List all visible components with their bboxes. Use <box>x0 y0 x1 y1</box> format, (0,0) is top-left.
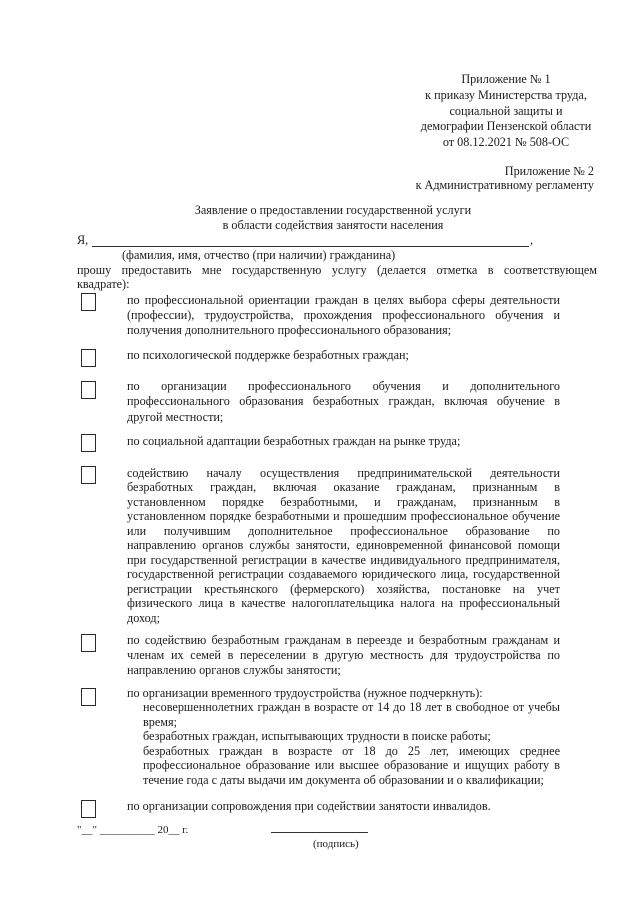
service-line: государственной регистрации создаваемого юридического лица, государственной <box>127 567 560 581</box>
sub-option-line: несовершеннолетних граждан в возрасте от 14 до 18 лет в свободное от учебы <box>143 700 560 714</box>
service-line: при государственной регистрации в качестве индивидуального предпринимателя, <box>127 552 560 567</box>
service-option-entrepreneurship-support <box>127 466 560 626</box>
appendix-2-title: Приложение № 2 <box>504 164 594 178</box>
sub-option-line: течение года с даты выдачи им документа об образовании и о квалификации; <box>143 772 544 787</box>
document-title-line: в области содействия занятости населения <box>222 217 444 232</box>
request-line: квадрате): <box>77 277 130 291</box>
document-title-line: Заявление о предоставлении государственной услуги <box>194 202 472 217</box>
service-checkbox[interactable] <box>81 381 96 399</box>
service-checkbox[interactable] <box>81 634 96 652</box>
service-option-vocational-training <box>127 379 560 425</box>
applicant-suffix: , <box>530 233 534 247</box>
service-checkbox[interactable] <box>81 800 96 818</box>
service-checkbox[interactable] <box>81 688 96 706</box>
applicant-name-hint: (фамилия, имя, отчество (при наличии) гражданина) <box>122 247 396 262</box>
appendix-2-block <box>394 164 594 192</box>
appendix-1-line: демографии Пензенской области <box>420 119 592 134</box>
appendix-2-line: к Административному регламенту <box>415 178 594 192</box>
sub-option-line: безработных граждан в возрасте от 18 до 25 лет, имеющих среднее <box>143 743 560 758</box>
service-line: установленном порядке безработными, и гражданам, признанным в <box>127 494 560 509</box>
service-checkbox[interactable] <box>81 434 96 452</box>
service-option-relocation-support <box>127 633 560 678</box>
appendix-1-block <box>406 72 606 151</box>
sub-option-minors[interactable] <box>143 700 560 729</box>
service-line: регистрации крестьянского (фермерского) хозяйства, постановке на учет <box>127 581 560 596</box>
sub-option-job-search-difficulties[interactable] <box>143 729 560 744</box>
service-option-social-adaptation <box>127 434 560 449</box>
applicant-prefix: Я, <box>77 233 89 247</box>
request-text <box>77 263 597 292</box>
service-option-temporary-employment <box>127 686 560 788</box>
service-line: доход; <box>127 610 160 625</box>
document-title <box>83 203 583 233</box>
service-line: другой местности; <box>127 409 224 424</box>
service-line: установленном порядке безработными и прошедшим профессиональное обучение <box>127 509 560 523</box>
service-line: направлению органов службы занятости; <box>127 662 341 677</box>
service-line: получения дополнительного профессионального образования; <box>127 323 452 337</box>
request-line: прошу предоставить мне государственную услугу (делается отметка в соответствующем <box>77 262 597 277</box>
appendix-1-line: социальной защиты и <box>449 103 563 118</box>
appendix-1-order-number: от 08.12.2021 № 508-ОС <box>442 135 570 150</box>
service-line: по содействию безработным гражданам в переезде и безработным гражданам и <box>127 632 560 647</box>
signature-hint: (подпись) <box>313 838 359 850</box>
appendix-1-line: к приказу Министерства труда, <box>425 87 587 102</box>
service-option-career-guidance <box>127 293 560 338</box>
service-checkbox[interactable] <box>81 466 96 484</box>
service-line: по социальной адаптации безработных граждан на рынке труда; <box>127 433 461 448</box>
service-line: по психологической поддержке безработных граждан; <box>127 348 409 362</box>
sub-option-young-graduates[interactable] <box>143 744 560 788</box>
sub-option-line: безработных граждан, испытывающих трудности в поиске работы; <box>143 729 491 743</box>
service-line: по профессиональной ориентации граждан в целях выбора сферы деятельности <box>127 293 560 307</box>
service-line: или получившим дополнительное профессиональное образование по <box>127 523 560 538</box>
service-line: физического лица в качестве налогоплательщика налога на профессиональный <box>127 596 560 610</box>
service-line: по организации временного трудоустройства (нужное подчеркнуть): <box>127 685 483 700</box>
signature-field[interactable] <box>271 820 368 833</box>
sub-option-line: время; <box>143 714 177 729</box>
service-line: членам их семей в переселении в другую местность для трудоустройства по <box>127 647 560 662</box>
service-line: профессионального образования безработных граждан, включая обучение в <box>127 394 560 409</box>
appendix-1-title: Приложение № 1 <box>461 72 551 86</box>
service-line: по организации профессионального обучения и дополнительного <box>127 379 560 393</box>
service-checkbox[interactable] <box>81 293 96 311</box>
applicant-name-field[interactable] <box>92 234 529 247</box>
service-option-psychological-support <box>127 348 560 363</box>
sub-option-line: профессиональное образование или высшее образование и ищущих работу в <box>143 758 560 772</box>
service-option-disabled-support <box>127 799 560 814</box>
service-line: (профессии), трудоустройства, прохождения профессионального обучения и <box>127 308 560 322</box>
service-line: направлению органов службы занятости, единовременной финансовой помощи <box>127 538 560 552</box>
date-field[interactable]: "__" __________ 20__ г. <box>77 824 189 836</box>
service-line: по организации сопровождения при содействии занятости инвалидов. <box>127 798 491 813</box>
service-line: безработных граждан, включая оказание гражданам, признанным в <box>127 480 560 494</box>
service-checkbox[interactable] <box>81 349 96 367</box>
service-line: содействию началу осуществления предпринимательской деятельности <box>127 465 560 480</box>
